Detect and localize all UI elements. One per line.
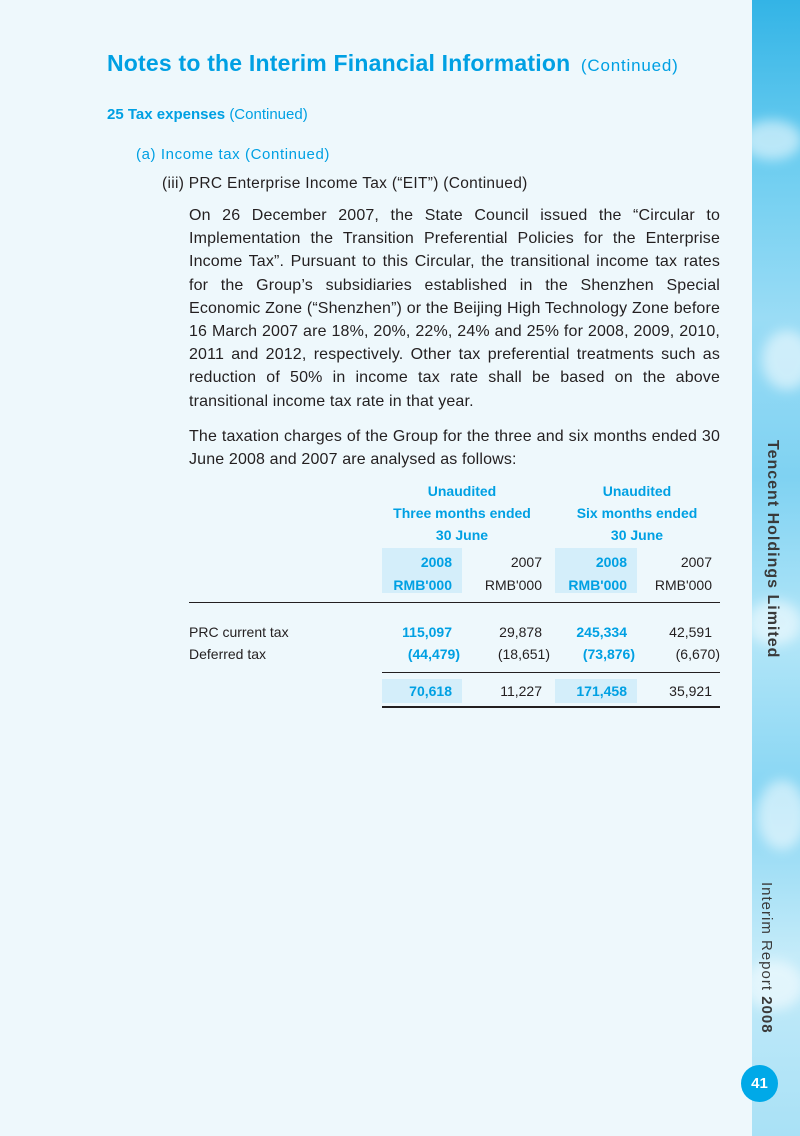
table-cell: 245,334 [576, 624, 627, 640]
section-suffix: (Continued) [229, 106, 308, 123]
total-cell: 11,227 [500, 683, 542, 699]
column-header-year: 2008 [420, 554, 452, 570]
section-title: Tax expenses [127, 106, 226, 123]
sidebar-company-name: Tencent Holdings Limited [764, 440, 781, 659]
sidebar-report-year: 2008 [758, 996, 775, 1034]
group-header-period: Three months ended [393, 505, 531, 521]
subsubsection-heading: (iii) PRC Enterprise Income Tax (“EIT”) (Continued) [162, 175, 528, 192]
column-header-year: 2007 [510, 554, 542, 570]
table-cell: 29,878 [499, 624, 542, 640]
column-header-year: 2007 [680, 554, 712, 570]
page-title-suffix: (Continued) [580, 56, 679, 75]
column-header-unit: RMB'000 [484, 577, 542, 593]
column-header-unit: RMB'000 [654, 577, 712, 593]
subtotal-rule [382, 672, 720, 673]
header-rule [189, 602, 720, 603]
total-cell: 171,458 [576, 683, 627, 699]
group-header-period: Six months ended [576, 505, 698, 521]
group-header-three-months [382, 480, 542, 546]
subsection-heading: (a) Income tax (Continued) [136, 146, 331, 163]
table-cell: (73,876) [582, 646, 635, 662]
section-heading [107, 106, 308, 123]
total-cell: 70,618 [409, 683, 452, 699]
column-header-unit: RMB'000 [393, 577, 452, 593]
sidebar-report-label [758, 882, 775, 1042]
table-cell: (6,670) [675, 646, 720, 662]
total-cell: 35,921 [669, 683, 712, 699]
group-header-six-months [555, 480, 719, 546]
page-title [107, 50, 679, 77]
row-label-prc-current-tax: PRC current tax [189, 624, 289, 640]
column-header-year: 2008 [595, 554, 627, 570]
table-cell: 115,097 [402, 624, 452, 640]
group-header-unaudited: Unaudited [427, 483, 497, 499]
table-cell: 42,591 [669, 624, 712, 640]
total-double-rule [382, 706, 720, 708]
group-header-date: 30 June [435, 527, 489, 543]
group-header-date: 30 June [610, 527, 664, 543]
page-title-text: Notes to the Interim Financial Information [107, 50, 571, 76]
paragraph-circular: On 26 December 2007, the State Council issued the “Circular to Implementation the Transition Preferential Policies for the Enterprise Income Tax”. Pursuant to this Circular, the transitional income tax rates for the Group’s subsidiaries established in the Shenzhen Special Economic Zone (“Shenzhen”) or the Beijing High Technology Zone before 16 March 2007 are 18%, 20%, 22%, 24% and 25% for 2008, 2009, 2010, 2011 and 2012, respectively. Other tax preferential treatments such as reduction of 50% in income tax rate shall be based on the above transitional income tax rate in that year. [189, 207, 720, 410]
section-number: 25 [107, 106, 124, 123]
group-header-unaudited: Unaudited [602, 483, 672, 499]
column-header-unit: RMB'000 [568, 577, 627, 593]
paragraph-taxation-intro: The taxation charges of the Group for the three and six months ended 30 June 2008 and 2007 are analysed as follows: [189, 428, 720, 469]
table-cell: (18,651) [497, 646, 550, 662]
table-cell: (44,479) [407, 646, 460, 662]
row-label-deferred-tax: Deferred tax [189, 646, 267, 662]
sidebar-report-text: Interim Report [758, 882, 775, 992]
page-number-badge: 41 [741, 1065, 778, 1102]
